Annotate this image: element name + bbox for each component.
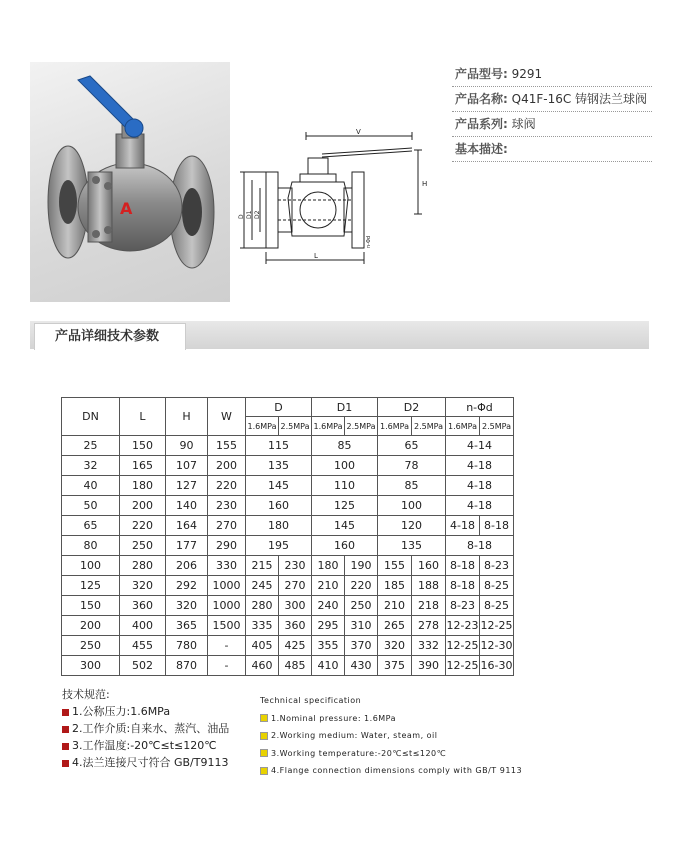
- table-cell: 140: [166, 496, 208, 516]
- table-cell: 12-30: [480, 636, 514, 656]
- table-cell: 155: [378, 556, 412, 576]
- table-cell: 100: [378, 496, 446, 516]
- table-row: [62, 576, 514, 596]
- table-row: [62, 616, 514, 636]
- table-row: [62, 536, 514, 556]
- table-cell: 90: [166, 436, 208, 456]
- table-cell: 360: [279, 616, 312, 636]
- tech-en-item: [260, 762, 522, 780]
- square-bullet-icon: [260, 732, 268, 740]
- spec-table: [61, 397, 514, 676]
- header-w: W: [208, 398, 246, 436]
- tech-spec-cn: [62, 686, 229, 771]
- table-cell: 230: [279, 556, 312, 576]
- ball-valve-photo-icon: [30, 62, 230, 302]
- table-cell: 370: [345, 636, 378, 656]
- table-cell: 365: [166, 616, 208, 636]
- tech-cn-item: [62, 737, 229, 754]
- table-cell: 8-23: [480, 556, 514, 576]
- table-cell: 220: [208, 476, 246, 496]
- tech-cn-text: 4.法兰连接尺寸符合 GB/T9113: [72, 756, 229, 769]
- table-cell: 100: [62, 556, 120, 576]
- table-row: [62, 556, 514, 576]
- table-cell: 12-25: [446, 656, 480, 676]
- table-cell: 85: [378, 476, 446, 496]
- table-cell: 335: [246, 616, 279, 636]
- table-cell: 4-18: [446, 476, 514, 496]
- table-row: [62, 436, 514, 456]
- table-cell: 400: [120, 616, 166, 636]
- square-bullet-icon: [62, 709, 69, 716]
- table-cell: 320: [166, 596, 208, 616]
- tech-cn-item: [62, 720, 229, 737]
- table-cell: 330: [208, 556, 246, 576]
- table-cell: 115: [246, 436, 312, 456]
- table-cell: 4-18: [446, 456, 514, 476]
- table-cell: 164: [166, 516, 208, 536]
- header-h: H: [166, 398, 208, 436]
- table-cell: 320: [378, 636, 412, 656]
- table-header-row: [62, 398, 514, 417]
- square-bullet-icon: [62, 726, 69, 733]
- table-cell: 40: [62, 476, 120, 496]
- drawing-label-l: L: [314, 252, 318, 260]
- square-bullet-icon: [260, 749, 268, 757]
- table-cell: 12-25: [480, 616, 514, 636]
- series-label: 产品系列:: [455, 117, 508, 131]
- table-row: [62, 596, 514, 616]
- table-cell: 355: [312, 636, 345, 656]
- table-cell: 1000: [208, 576, 246, 596]
- table-cell: 8-25: [480, 596, 514, 616]
- tech-spec-en: [260, 692, 522, 780]
- tech-en-item: [260, 710, 522, 728]
- name-value: Q41F-16C 铸钢法兰球阀: [511, 92, 648, 106]
- sub-d2-25: 2.5MPa: [412, 417, 446, 436]
- info-desc: [452, 137, 652, 162]
- table-cell: 210: [378, 596, 412, 616]
- table-cell: 180: [312, 556, 345, 576]
- table-cell: 185: [378, 576, 412, 596]
- table-cell: 8-18: [446, 576, 480, 596]
- table-cell: 120: [378, 516, 446, 536]
- table-cell: 135: [378, 536, 446, 556]
- table-cell: 65: [378, 436, 446, 456]
- table-cell: 292: [166, 576, 208, 596]
- sub-d2-16: 1.6MPa: [378, 417, 412, 436]
- table-cell: 127: [166, 476, 208, 496]
- header-d: D: [246, 398, 312, 417]
- table-cell: 455: [120, 636, 166, 656]
- table-cell: 220: [345, 576, 378, 596]
- drawing-label-d: D: [238, 214, 245, 219]
- table-cell: 250: [62, 636, 120, 656]
- tech-en-item: [260, 745, 522, 763]
- tech-cn-item: [62, 703, 229, 720]
- header-d2: D2: [378, 398, 446, 417]
- table-cell: 270: [208, 516, 246, 536]
- tech-cn-title: 技术规范:: [62, 688, 110, 701]
- table-cell: 50: [62, 496, 120, 516]
- table-cell: 8-18: [480, 516, 514, 536]
- table-cell: 65: [62, 516, 120, 536]
- table-cell: 125: [62, 576, 120, 596]
- table-cell: 320: [120, 576, 166, 596]
- table-cell: 210: [312, 576, 345, 596]
- table-cell: 145: [246, 476, 312, 496]
- square-bullet-icon: [260, 714, 268, 722]
- sub-d1-16: 1.6MPa: [312, 417, 345, 436]
- tech-en-text: 3.Working temperature:-20℃≤t≤120℃: [271, 748, 447, 758]
- table-cell: 110: [312, 476, 378, 496]
- table-cell: 300: [62, 656, 120, 676]
- table-cell: 188: [412, 576, 446, 596]
- table-row: [62, 636, 514, 656]
- tech-en-title: Technical specification: [260, 696, 362, 705]
- tech-cn-item: [62, 754, 229, 771]
- table-cell: 150: [62, 596, 120, 616]
- table-cell: 310: [345, 616, 378, 636]
- table-cell: 460: [246, 656, 279, 676]
- section-bar: [30, 321, 649, 349]
- square-bullet-icon: [62, 743, 69, 750]
- table-cell: 410: [312, 656, 345, 676]
- table-cell: 145: [312, 516, 378, 536]
- table-cell: 4-18: [446, 516, 480, 536]
- table-cell: -: [208, 636, 246, 656]
- table-cell: 100: [312, 456, 378, 476]
- table-cell: 280: [120, 556, 166, 576]
- table-cell: 375: [378, 656, 412, 676]
- table-cell: 405: [246, 636, 279, 656]
- product-info: [452, 62, 652, 162]
- model-value: 9291: [511, 67, 543, 81]
- table-row: [62, 456, 514, 476]
- table-row: [62, 496, 514, 516]
- table-cell: 332: [412, 636, 446, 656]
- table-cell: 135: [246, 456, 312, 476]
- table-cell: 360: [120, 596, 166, 616]
- table-cell: 240: [312, 596, 345, 616]
- svg-text:A: A: [120, 199, 133, 218]
- table-cell: 180: [246, 516, 312, 536]
- table-cell: 160: [312, 536, 378, 556]
- table-cell: 78: [378, 456, 446, 476]
- tech-cn-text: 1.公称压力:1.6MPa: [72, 705, 171, 718]
- square-bullet-icon: [62, 760, 69, 767]
- table-cell: 1000: [208, 596, 246, 616]
- table-cell: 177: [166, 536, 208, 556]
- table-cell: -: [208, 656, 246, 676]
- table-cell: 218: [412, 596, 446, 616]
- table-cell: 180: [120, 476, 166, 496]
- table-row: [62, 656, 514, 676]
- table-cell: 250: [345, 596, 378, 616]
- table-cell: 295: [312, 616, 345, 636]
- table-cell: 300: [279, 596, 312, 616]
- table-row: [62, 476, 514, 496]
- header-l: L: [120, 398, 166, 436]
- sub-d-25: 2.5MPa: [279, 417, 312, 436]
- series-value: 球阀: [511, 117, 536, 131]
- drawing-label-h: H: [422, 180, 428, 188]
- table-cell: 25: [62, 436, 120, 456]
- info-series: [452, 112, 652, 137]
- section-title: 产品详细技术参数: [34, 323, 186, 350]
- table-cell: 430: [345, 656, 378, 676]
- table-cell: 215: [246, 556, 279, 576]
- table-cell: 8-23: [446, 596, 480, 616]
- table-cell: 12-23: [446, 616, 480, 636]
- sub-nd-25: 2.5MPa: [480, 417, 514, 436]
- name-label: 产品名称:: [455, 92, 508, 106]
- table-cell: 1500: [208, 616, 246, 636]
- table-cell: 278: [412, 616, 446, 636]
- table-cell: 190: [345, 556, 378, 576]
- table-cell: 165: [120, 456, 166, 476]
- table-cell: 780: [166, 636, 208, 656]
- table-cell: 200: [120, 496, 166, 516]
- table-cell: 160: [246, 496, 312, 516]
- tech-cn-text: 3.工作温度:-20℃≤t≤120℃: [72, 739, 217, 752]
- table-cell: 230: [208, 496, 246, 516]
- table-cell: 245: [246, 576, 279, 596]
- drawing-label-d1: D1: [246, 210, 253, 219]
- table-cell: 160: [412, 556, 446, 576]
- header-nd: n-Φd: [446, 398, 514, 417]
- sub-d-16: 1.6MPa: [246, 417, 279, 436]
- table-cell: 485: [279, 656, 312, 676]
- table-cell: 155: [208, 436, 246, 456]
- tech-en-text: 1.Nominal pressure: 1.6MPa: [271, 713, 397, 723]
- desc-label: 基本描述:: [455, 142, 508, 156]
- drawing-label-d2: D2: [254, 210, 261, 219]
- table-cell: 200: [62, 616, 120, 636]
- table-cell: 220: [120, 516, 166, 536]
- tech-en-item: [260, 727, 522, 745]
- table-cell: 502: [120, 656, 166, 676]
- table-cell: 206: [166, 556, 208, 576]
- table-row: [62, 516, 514, 536]
- valve-technical-drawing: [236, 128, 432, 268]
- product-photo: [30, 62, 230, 302]
- table-cell: 125: [312, 496, 378, 516]
- model-label: 产品型号:: [455, 67, 508, 81]
- table-cell: 8-18: [446, 536, 514, 556]
- valve-drawing-icon: [236, 128, 432, 268]
- info-model: [452, 62, 652, 87]
- table-cell: 390: [412, 656, 446, 676]
- tech-en-text: 2.Working medium: Water, steam, oil: [271, 731, 438, 740]
- table-cell: 16-30: [480, 656, 514, 676]
- drawing-label-v: V: [356, 128, 361, 136]
- table-cell: 195: [246, 536, 312, 556]
- info-name: [452, 87, 652, 112]
- sub-d1-25: 2.5MPa: [345, 417, 378, 436]
- table-cell: 270: [279, 576, 312, 596]
- table-cell: 107: [166, 456, 208, 476]
- table-cell: 265: [378, 616, 412, 636]
- table-cell: 8-18: [446, 556, 480, 576]
- table-cell: 150: [120, 436, 166, 456]
- table-cell: 12-25: [446, 636, 480, 656]
- drawing-label-nd: n-Φd: [366, 235, 372, 248]
- header-dn: DN: [62, 398, 120, 436]
- table-cell: 85: [312, 436, 378, 456]
- sub-nd-16: 1.6MPa: [446, 417, 480, 436]
- table-cell: 870: [166, 656, 208, 676]
- table-cell: 250: [120, 536, 166, 556]
- table-cell: 4-14: [446, 436, 514, 456]
- square-bullet-icon: [260, 767, 268, 775]
- table-cell: 4-18: [446, 496, 514, 516]
- header-d1: D1: [312, 398, 378, 417]
- tech-cn-text: 2.工作介质:自来水、蒸汽、油品: [72, 722, 230, 735]
- table-cell: 200: [208, 456, 246, 476]
- table-cell: 32: [62, 456, 120, 476]
- table-cell: 425: [279, 636, 312, 656]
- table-cell: 290: [208, 536, 246, 556]
- table-cell: 280: [246, 596, 279, 616]
- table-cell: 80: [62, 536, 120, 556]
- tech-en-text: 4.Flange connection dimensions comply with GB/T 9113: [271, 766, 523, 775]
- table-cell: 8-25: [480, 576, 514, 596]
